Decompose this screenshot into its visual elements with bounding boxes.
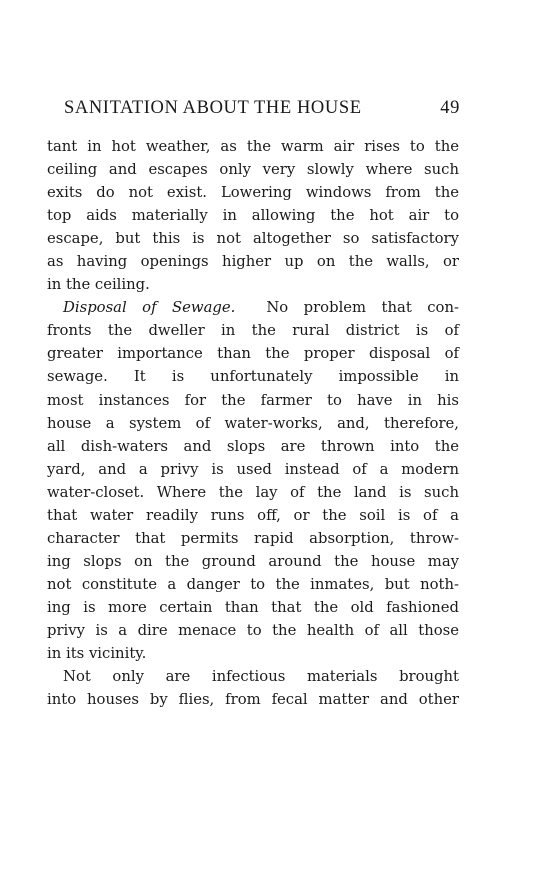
- text-line: house a system of water-works, and, therefore,: [47, 414, 459, 432]
- text-line: top aids materially in allowing the hot air to: [47, 207, 459, 225]
- text-line: ceiling and escapes only very slowly where such: [47, 161, 459, 179]
- running-head: [64, 98, 460, 119]
- text-line: in its vicinity.: [47, 645, 147, 663]
- text-line: Not only are infectious materials brought: [63, 668, 459, 686]
- text-line: that water readily runs off, or the soil is of a: [47, 506, 459, 524]
- text-line: not constitute a danger to the inmates, but noth-: [47, 575, 459, 593]
- text-line: tant in hot weather, as the warm air rises to the: [47, 138, 459, 155]
- text-line: character that permits rapid absorption, throw-: [47, 529, 459, 547]
- section-heading-continuation: No problem that con-: [266, 299, 459, 317]
- text-line: ing slops on the ground around the house may: [47, 552, 459, 570]
- running-title: SANITATION ABOUT THE HOUSE: [64, 98, 362, 118]
- text-line: ing is more certain than that the old fashioned: [47, 598, 459, 616]
- text-line: exits do not exist. Lowering windows from the: [47, 184, 459, 202]
- text-line: yard, and a privy is used instead of a modern: [47, 460, 459, 478]
- text-line: privy is a dire menace to the health of all those: [47, 621, 459, 639]
- text-line: sewage. It is unfortunately impossible in: [47, 368, 459, 386]
- text-line: in the ceiling.: [47, 276, 150, 294]
- text-line: most instances for the farmer to have in his: [47, 391, 459, 409]
- text-line: water-closet. Where the lay of the land is such: [47, 483, 459, 501]
- text-line: [47, 296, 459, 319]
- text-line: as having openings higher up on the walls, or: [47, 253, 459, 271]
- page-number: 49: [440, 98, 460, 118]
- text-line: into houses by flies, from fecal matter and other: [47, 691, 459, 709]
- text-line: greater importance than the proper disposal of: [47, 345, 459, 363]
- section-heading: Disposal of Sewage.: [63, 299, 236, 317]
- text-line: all dish-waters and slops are thrown into the: [47, 437, 459, 455]
- body-text: [47, 135, 459, 711]
- text-line: fronts the dweller in the rural district is of: [47, 322, 459, 340]
- text-line: escape, but this is not altogether so satisfactory: [47, 230, 459, 248]
